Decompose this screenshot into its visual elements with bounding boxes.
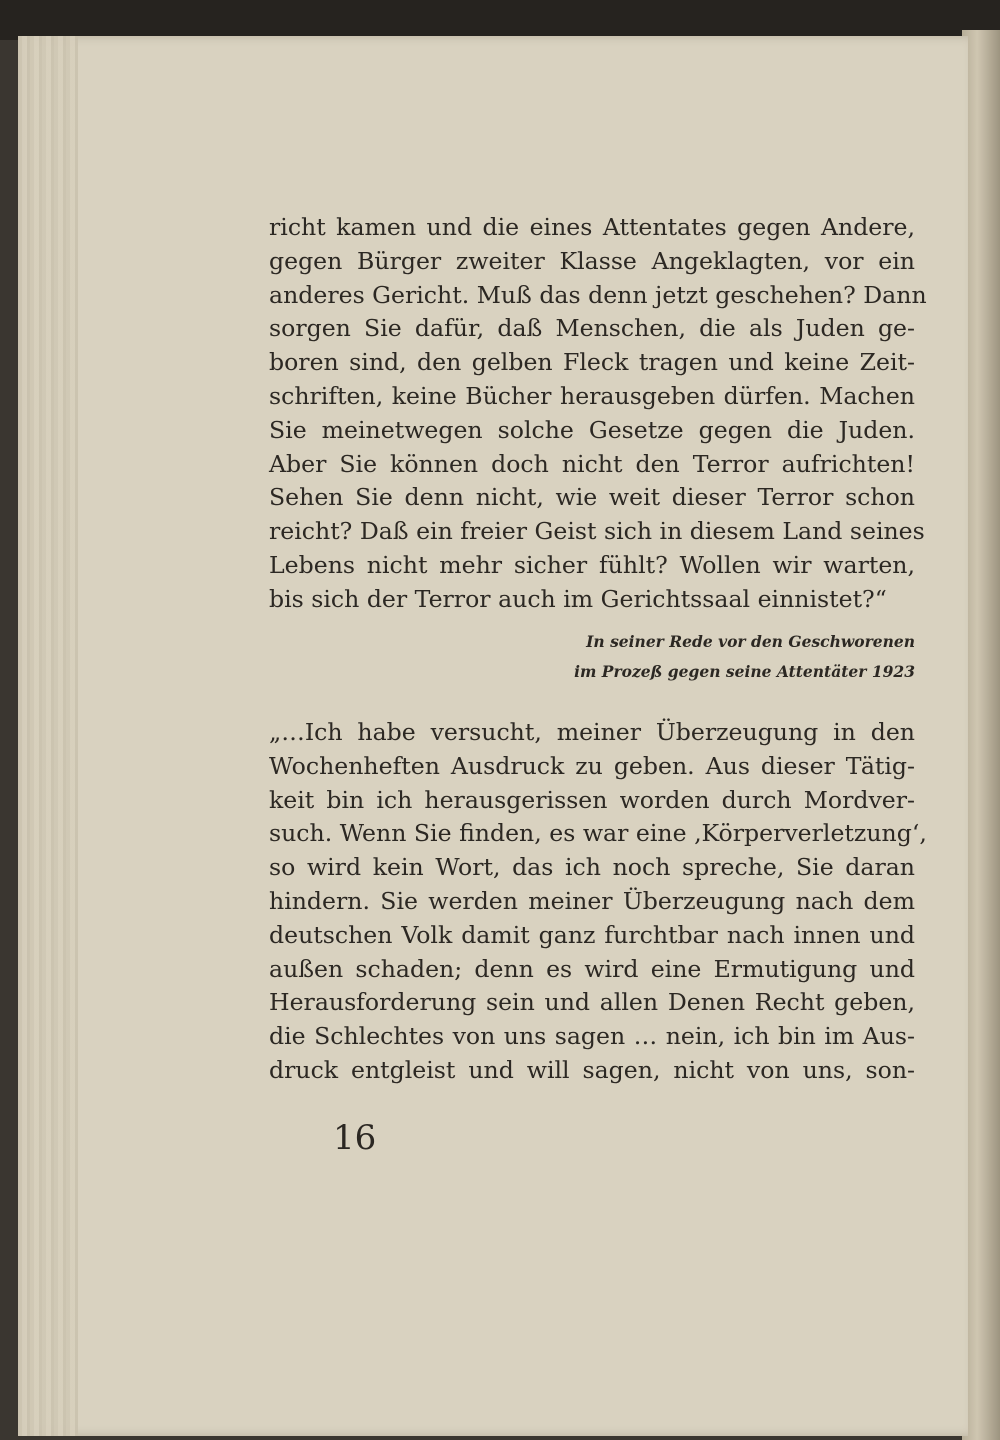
scan-background-top xyxy=(0,0,1000,40)
text-line: hindern. Sie werden meiner Überzeugung nach dem xyxy=(269,886,915,915)
text-line: richt kamen und die eines Attentates gegen Andere, xyxy=(269,213,915,241)
page-number: 16 xyxy=(333,1118,377,1158)
text-line: Sehen Sie denn nicht, wie weit dieser Terror schon xyxy=(269,483,915,512)
text-line: schriften, keine Bücher herausgeben dürfen. Machen xyxy=(269,381,915,410)
text-line: Aber Sie können doch nicht den Terror aufrichten! xyxy=(269,449,915,478)
text-line: sorgen Sie dafür, daß Menschen, die als Juden ge- xyxy=(269,314,915,343)
paragraph-2 xyxy=(269,716,927,1088)
page-stack-edges xyxy=(18,36,78,1436)
text-line: so wird kein Wort, das ich noch spreche, Sie daran xyxy=(269,853,915,882)
text-line: deutschen Volk damit ganz furchtbar nach innen und xyxy=(269,920,915,949)
paragraph-1 xyxy=(269,211,927,617)
attribution-line: In seiner Rede vor den Geschworenen xyxy=(586,632,915,651)
text-line: Sie meinetwegen solche Gesetze gegen die Juden. xyxy=(269,415,915,444)
text-line: Lebens nicht mehr sicher fühlt? Wollen wir warten, xyxy=(269,550,915,579)
attribution-line: im Prozeß gegen seine Attentäter 1923 xyxy=(574,662,915,681)
text-line: Herausforderung sein und allen Denen Recht geben, xyxy=(269,988,915,1017)
text-line: reicht? Daß ein freier Geist sich in diesem Land seines xyxy=(269,517,925,546)
text-line: außen schaden; denn es wird eine Ermutigung und xyxy=(269,954,915,983)
text-line: gegen Bürger zweiter Klasse Angeklagten, vor ein xyxy=(269,246,915,275)
text-line: Wochenheften Ausdruck zu geben. Aus dieser Tätig- xyxy=(269,751,915,780)
text-line: anderes Gericht. Muß das denn jetzt geschehen? Dann xyxy=(269,280,927,309)
text-line: druck entgleist und will sagen, nicht von uns, son- xyxy=(269,1055,915,1084)
text-line: „…Ich habe versucht, meiner Überzeugung in den xyxy=(269,718,915,746)
text-line: boren sind, den gelben Fleck tragen und keine Zeit- xyxy=(269,348,915,377)
text-line: keit bin ich herausgerissen worden durch Mordver- xyxy=(269,785,915,814)
attribution-caption xyxy=(500,627,915,687)
text-line: die Schlechtes von uns sagen … nein, ich bin im Aus- xyxy=(269,1022,915,1051)
text-line: bis sich der Terror auch im Gerichtssaal einnistet?“ xyxy=(269,584,887,613)
text-line: such. Wenn Sie finden, es war eine ‚Körperverletzung‘, xyxy=(269,819,927,848)
